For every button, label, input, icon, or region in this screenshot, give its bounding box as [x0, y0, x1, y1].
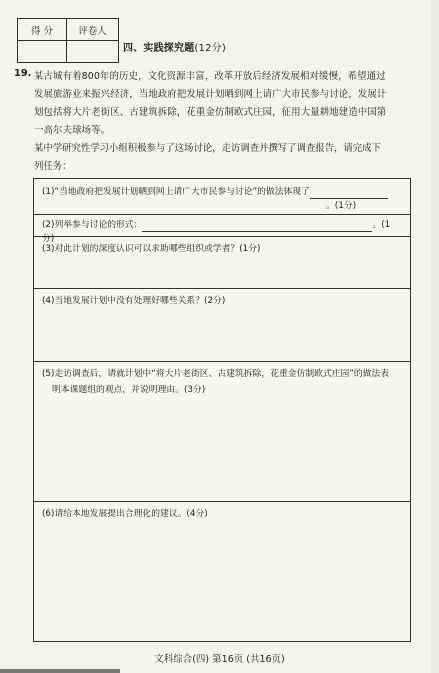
item-2-points: 。(1分)	[42, 220, 391, 244]
item-1-points: 。(1分)	[326, 201, 357, 211]
grader-input-cell[interactable]	[67, 41, 119, 63]
item-3-text: (3)对此计划的深度认识可以求助哪些组织或学者？(1分)	[42, 244, 261, 254]
item-1-prompt: (1)“当地政府把发展计划晒到网上请广大市民参与讨论”的做法体现了	[42, 187, 310, 197]
item-4-text: (4)当地发展计划中没有处理好哪些关系？(2分)	[42, 296, 226, 306]
answer-row-5[interactable]	[34, 361, 410, 502]
section-points: (12分)	[194, 43, 226, 54]
question-text	[34, 68, 426, 140]
question-intro	[34, 140, 426, 176]
item-2-blank[interactable]	[142, 231, 372, 232]
grader-label: 评卷人	[67, 19, 119, 41]
item-5-text: (5)走访调查后，请就计划中“将大片老街区、古建筑拆除，花重金仿制欧式庄园”的做法表	[42, 369, 390, 379]
intro-line: 某中学研究性学习小组积极参与了这场讨论，走访调查并撰写了调查报告，请完成下	[34, 143, 381, 154]
score-label: 得 分	[18, 19, 67, 41]
scan-edge	[0, 669, 120, 673]
answer-row-2[interactable]	[34, 214, 410, 244]
page-edge	[431, 0, 439, 673]
score-table	[17, 18, 119, 63]
item-1-text	[42, 185, 402, 199]
answer-row-1[interactable]	[34, 179, 410, 215]
answer-row-3[interactable]	[34, 236, 410, 289]
score-input-cell[interactable]	[18, 41, 67, 63]
question-line: 划包括将大片老街区、古建筑拆除，花重金仿制欧式庄园，征用大量耕地建造中国第	[34, 107, 387, 118]
item-5-text-continued: 明本课题组的观点，并说明理由。(3分)	[52, 385, 206, 395]
answer-row-6[interactable]	[34, 501, 410, 641]
section-title-text: 四、实践探究题	[123, 43, 195, 54]
section-title	[123, 39, 226, 54]
question-line: 发展旅游业来振兴经济，当地政府把发展计划晒到网上请广大市民参与讨论，发展计	[34, 89, 387, 100]
answer-row-4[interactable]	[34, 288, 410, 362]
question-line: 一高尔夫球场等。	[34, 125, 111, 136]
intro-line: 列任务：	[34, 161, 72, 172]
item-6-text: (6)请给本地发展提出合理化的建议。(4分)	[42, 509, 208, 519]
page-footer: 文科综合(四) 第16页 (共16页)	[154, 654, 285, 665]
question-line: 某古城有着800年的历史，文化资源丰富，改革开放后经济发展相对缓慢，希望通过	[34, 71, 386, 82]
answer-box	[33, 178, 411, 642]
item-2-prompt: (2)列举参与讨论的形式：	[42, 220, 143, 230]
question-number: 19.	[14, 68, 32, 79]
